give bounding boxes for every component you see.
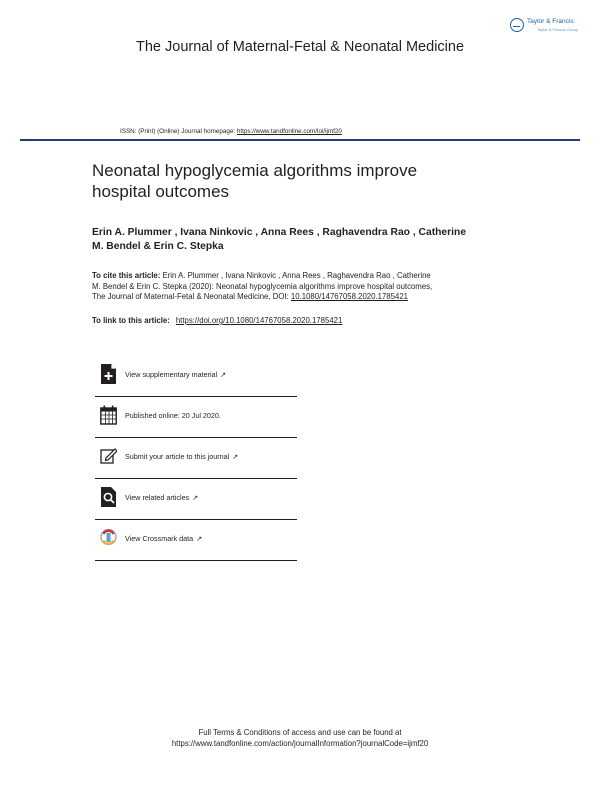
related-articles-link[interactable]: [125, 493, 198, 502]
footer-line-1: Full Terms & Conditions of access and use can be found at: [198, 728, 402, 737]
article-title-line-1: Neonatal hypoglycemia algorithms improve: [92, 161, 418, 180]
supplementary-material-label: View supplementary material: [125, 370, 218, 379]
published-online-text: Published online: 20 Jul 2020.: [125, 411, 221, 420]
submit-article-row[interactable]: [95, 437, 297, 477]
submit-article-link[interactable]: [125, 452, 238, 461]
publisher-logo[interactable]: [510, 16, 588, 38]
external-link-icon: ↗: [232, 454, 239, 461]
edit-icon: [100, 446, 117, 466]
citation-line-3: The Journal of Maternal-Fetal & Neonatal Medicine, DOI:: [92, 292, 289, 302]
article-title-line-2: hospital outcomes: [92, 182, 230, 201]
crossmark-icon: [100, 528, 117, 548]
article-link-block: [92, 316, 522, 327]
header-divider: [20, 139, 580, 141]
supplementary-file-icon: [100, 364, 117, 384]
journal-homepage-link[interactable]: https://www.tandfonline.com/loi/ijmf20: [236, 128, 342, 135]
related-articles-label: View related articles: [125, 493, 190, 502]
article-title: [92, 160, 512, 202]
supplementary-material-link[interactable]: [125, 370, 226, 379]
publisher-logo-name: Taylor & Francis: [527, 18, 574, 25]
authors-line-2: M. Bendel & Erin C. Stepka: [92, 241, 224, 252]
citation-label: To cite this article:: [92, 271, 161, 280]
footer-terms-link[interactable]: https://www.tandfonline.com/action/journalInformation?journalCode=ijmf20: [171, 739, 429, 748]
publisher-logo-icon: [510, 18, 524, 32]
footer-terms: [0, 727, 600, 749]
authors-line-1: Erin A. Plummer , Ivana Ninkovic , Anna Rees , Raghavendra Rao , Catherine: [92, 227, 467, 238]
citation-doi-link[interactable]: 10.1080/14767058.2020.1785421: [290, 292, 408, 302]
citation-line-2: M. Bendel & Erin C. Stepka (2020): Neonatal hypoglycemia algorithms improve hospital outcomes,: [92, 281, 433, 291]
article-authors: [92, 226, 522, 254]
issn-line: [120, 128, 342, 135]
submit-article-label: Submit your article to this journal: [125, 452, 230, 461]
published-online-row: [95, 396, 297, 436]
article-link-label: To link to this article:: [92, 316, 170, 325]
divider: [95, 560, 297, 561]
supplementary-material-row[interactable]: [95, 355, 297, 395]
citation-block: [92, 271, 522, 303]
article-doi-url-link[interactable]: https://doi.org/10.1080/14767058.2020.1785421: [175, 316, 343, 325]
external-link-icon: ↗: [196, 536, 203, 543]
issn-label: ISSN: (Print) (Online) Journal homepage:: [120, 128, 236, 135]
calendar-icon: [100, 405, 117, 425]
external-link-icon: ↗: [220, 372, 227, 379]
crossmark-link[interactable]: [125, 534, 202, 543]
external-link-icon: ↗: [192, 495, 199, 502]
related-articles-row[interactable]: [95, 478, 297, 518]
citation-line-1: Erin A. Plummer , Ivana Ninkovic , Anna Rees , Raghavendra Rao , Catherine: [162, 271, 431, 280]
related-articles-search-icon: [100, 487, 117, 507]
journal-title: The Journal of Maternal-Fetal & Neonatal Medicine: [135, 39, 465, 55]
publisher-logo-subtitle: Taylor & Francis Group: [537, 27, 578, 32]
crossmark-label: View Crossmark data: [125, 534, 194, 543]
crossmark-row[interactable]: [95, 519, 297, 559]
